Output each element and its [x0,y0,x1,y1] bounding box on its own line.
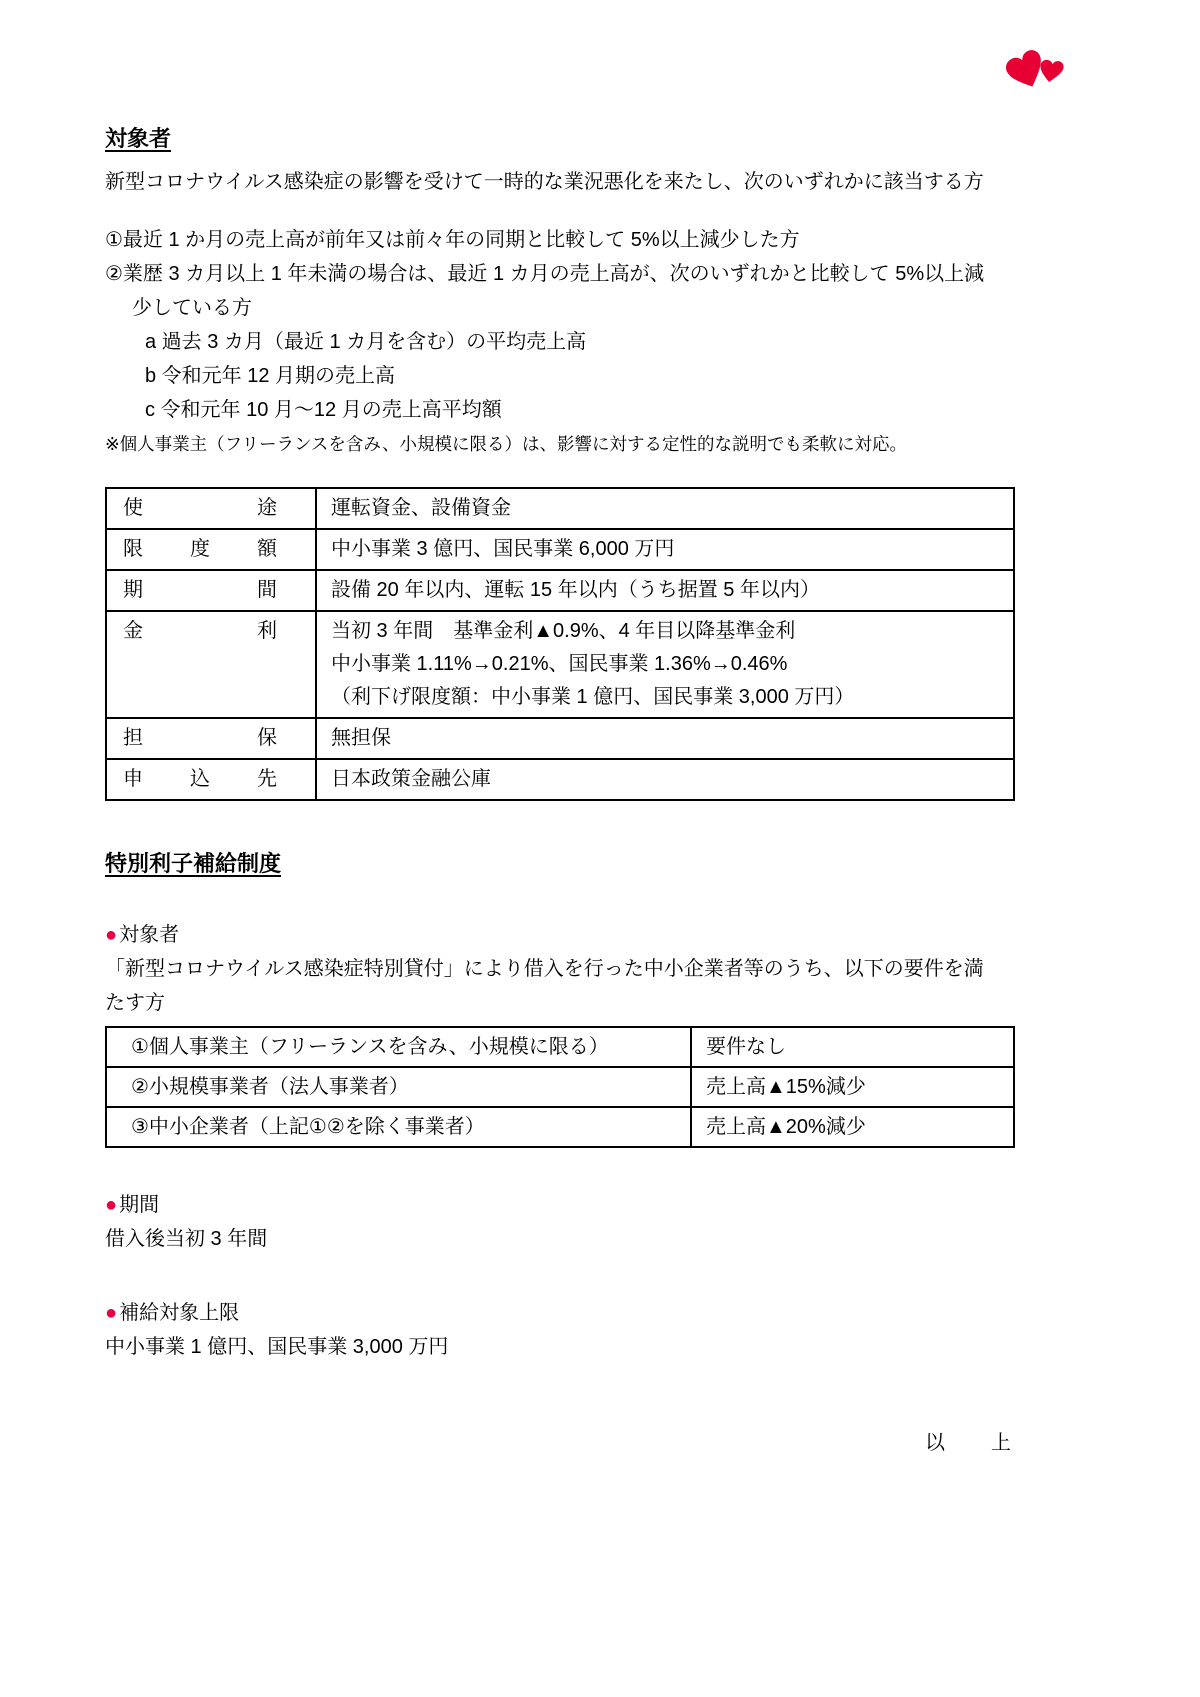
subsidy-target-line2: たす方 [105,992,165,1014]
section-title-subsidy: 特別利子補給制度 [105,851,282,876]
interest-line-3: （利下げ限度額：中小事業 1 億円、国民事業 3,000 万円） [331,686,855,708]
subsidy-period-text: 借入後当初 3 年間 [105,1228,268,1250]
logo-mark-icon [1004,48,1068,96]
red-bullet-icon: ● [105,1194,118,1216]
interest-line-2: 中小事業 1.11%→0.21%、国民事業 1.36%→0.46% [331,653,788,675]
subsidy-target-heading: ● 対象者 [105,924,180,946]
subsidy-requirements-table [105,1026,1015,1148]
table-row-usage [106,488,1014,529]
row-label-apply-to: 申 込 先 [106,759,316,800]
subsidy-limit-text: 中小事業 1 億円、国民事業 3,000 万円 [105,1336,449,1358]
table-row-sole-proprietor [106,1027,1014,1067]
table-row-small-business [106,1067,1014,1107]
eligibility-intro: 新型コロナウイルス感染症の影響を受けて一時的な業況悪化を来たし、次のいずれかに該当する方 [105,171,984,193]
requirement-cell: 要件なし [691,1027,1014,1067]
condition-2-sub-b: b 令和元年 12 月期の売上高 [145,365,396,387]
condition-1: ①最近 1 か月の売上高が前年又は前々年の同期と比較して 5%以上減少した方 [105,229,800,251]
condition-2-line2: 少している方 [132,297,252,319]
row-label-usage: 使 途 [106,488,316,529]
closing-ijou: 以 上 [925,1432,1013,1454]
section-title-eligibility: 対象者 [105,126,172,151]
row-label-period: 期 間 [106,570,316,611]
row-label-limit: 限 度 額 [106,529,316,570]
table-row-interest [106,611,1014,718]
requirement-cell: 売上高▲20%減少 [691,1107,1014,1147]
subsidy-target-line1: 「新型コロナウイルス感染症特別貸付」により借入を行った中小企業者等のうち、以下の要件を満 [105,958,984,980]
loan-conditions-table [105,487,1015,801]
category-cell: ①個人事業主（フリーランスを含み、小規模に限る） [106,1027,691,1067]
table-row-period [106,570,1014,611]
row-value-apply-to: 日本政策金融公庫 [316,759,1014,800]
subsidy-limit-heading: ● 補給対象上限 [105,1302,240,1324]
subsidy-period-heading: ● 期間 [105,1194,160,1216]
table-row-apply-to [106,759,1014,800]
condition-2-sub-c: c 令和元年 10 月～12 月の売上高平均額 [145,399,502,421]
table-row-limit [106,529,1014,570]
category-cell: ②小規模事業者（法人事業者） [106,1067,691,1107]
category-cell: ③中小企業者（上記①②を除く事業者） [106,1107,691,1147]
condition-2-line1: ②業歴 3 カ月以上 1 年未満の場合は、最近 1 カ月の売上高が、次のいずれかと比較して 5%以上減 [105,263,985,285]
interest-line-1: 当初 3 年間 基準金利▲0.9%、4 年目以降基準金利 [331,620,796,642]
red-double-heart-logo [1004,48,1068,96]
row-label-collateral: 担 保 [106,718,316,759]
eligibility-note: ※個人事業主（フリーランスを含み、小規模に限る）は、影響に対する定性的な説明でも柔軟に対応。 [105,434,907,454]
row-value-limit: 中小事業 3 億円、国民事業 6,000 万円 [316,529,1014,570]
requirement-cell: 売上高▲15%減少 [691,1067,1014,1107]
row-label-interest: 金 利 [106,611,316,718]
condition-2-sub-a: a 過去 3 カ月（最近 1 カ月を含む）の平均売上高 [145,331,587,353]
document-body [105,122,1015,1460]
row-value-period: 設備 20 年以内、運転 15 年以内（うち据置 5 年以内） [316,570,1014,611]
table-row-collateral [106,718,1014,759]
red-bullet-icon: ● [105,1302,118,1324]
row-value-interest [316,611,1014,718]
row-value-usage: 運転資金、設備資金 [316,488,1014,529]
table-row-sme [106,1107,1014,1147]
red-bullet-icon: ● [105,924,118,946]
row-value-collateral: 無担保 [316,718,1014,759]
